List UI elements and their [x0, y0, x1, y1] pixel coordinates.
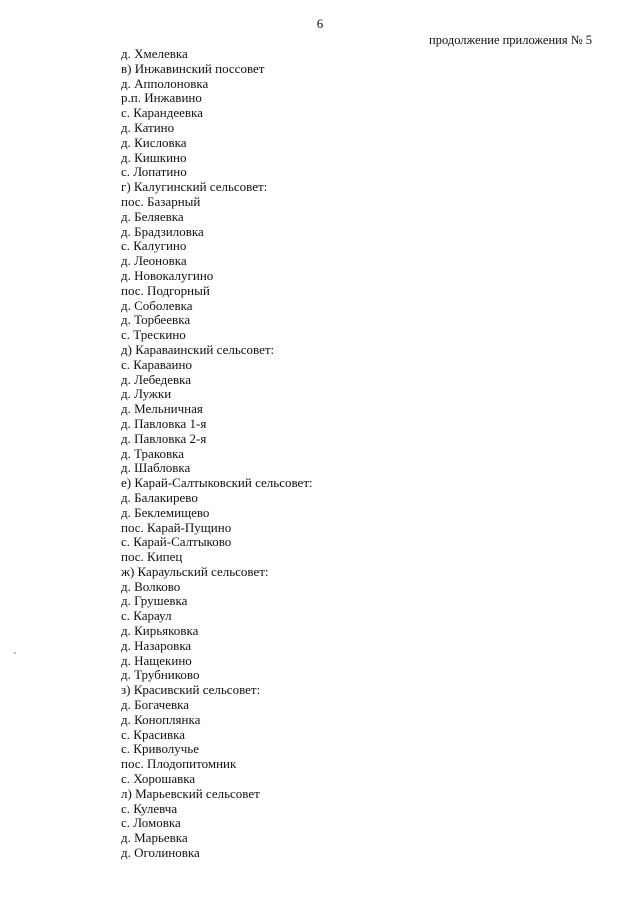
settlement-entry: д. Марьевка [121, 830, 188, 846]
settlement-entry: д. Хмелевка [121, 46, 188, 61]
settlement-entry: с. Карай-Салтыково [121, 534, 232, 550]
settlement-entry: д. Мельничная [121, 401, 203, 417]
settlement-entry: е) Карай-Салтыковский сельсовет: [121, 475, 313, 491]
settlement-entry: д. Катино [121, 119, 175, 135]
appendix-continuation-note: продолжение приложения № 5 [429, 33, 592, 47]
settlement-entry: д. Лужки [121, 386, 172, 402]
settlement-entry: д. Волково [121, 578, 181, 594]
settlement-entry: д. Кирьяковка [121, 623, 199, 639]
settlement-entry: с. Кулевча [121, 800, 178, 816]
settlement-entry: д. Павловка 2-я [121, 430, 207, 446]
settlement-entry: д. Траковка [121, 445, 185, 461]
settlement-entry: в) Инжавинский поссовет [121, 60, 265, 76]
settlement-list [121, 47, 313, 861]
settlement-entry: д) Караваинский сельсовет: [121, 341, 275, 357]
settlement-entry: д. Коноплянка [121, 711, 201, 727]
settlement-entry: д. Нащекино [121, 652, 192, 668]
settlement-entry: д. Лебедевка [121, 371, 192, 387]
settlement-entry: ж) Караульский сельсовет: [121, 563, 269, 579]
settlement-entry: д. Грушевка [121, 593, 188, 609]
settlement-entry: с. Криволучье [121, 741, 199, 757]
settlement-entry: с. Красивка [121, 726, 185, 742]
settlement-entry: д. Апполоновка [121, 75, 209, 91]
settlement-entry: с. Карандеевка [121, 105, 203, 121]
settlement-entry: пос. Базарный [121, 193, 201, 209]
settlement-entry: с. Караваино [121, 356, 192, 372]
settlement-entry: д. Шабловка [121, 460, 191, 476]
settlement-entry: д. Соболевка [121, 297, 193, 313]
settlement-entry: д. Кисловка [121, 134, 187, 150]
settlement-entry: д. Новокалугино [121, 267, 214, 283]
settlement-entry: д. Беляевка [121, 208, 184, 224]
settlement-entry: с. Лопатино [121, 164, 187, 180]
settlement-entry: д. Беклемищево [121, 504, 210, 520]
settlement-entry: з) Красивский сельсовет: [121, 682, 261, 698]
settlement-entry: д. Балакирево [121, 489, 198, 505]
settlement-entry: пос. Подгорный [121, 282, 210, 298]
settlement-entry: г) Калугинский сельсовет: [121, 179, 268, 195]
settlement-entry: с. Калугино [121, 238, 187, 254]
settlement-entry: д. Павловка 1-я [121, 415, 207, 431]
settlement-entry: с. Трескино [121, 327, 186, 343]
settlement-entry: л) Марьевский сельсовет [121, 785, 260, 801]
settlement-entry: пос. Кипец [121, 549, 183, 565]
settlement-entry: с. Караул [121, 608, 172, 624]
scan-speck [14, 652, 16, 654]
page-number: 6 [316, 16, 324, 31]
settlement-entry: пос. Карай-Пущино [121, 519, 232, 535]
settlement-entry: д. Леоновка [121, 253, 187, 269]
settlement-entry: д. Богачевка [121, 697, 189, 713]
settlement-entry: д. Кишкино [121, 149, 187, 165]
settlement-entry: с. Ломовка [121, 815, 181, 831]
settlement-entry: д. Трубниково [121, 667, 200, 683]
settlement-entry: д. Назаровка [121, 637, 192, 653]
settlement-entry: д. Торбеевка [121, 312, 191, 328]
settlement-entry: с. Хорошавка [121, 771, 196, 787]
settlement-entry: р.п. Инжавино [121, 90, 202, 106]
settlement-entry: д. Оголиновка [121, 845, 200, 861]
settlement-entry: пос. Плодопитомник [121, 756, 237, 772]
settlement-entry: д. Брадзиловка [121, 223, 204, 239]
